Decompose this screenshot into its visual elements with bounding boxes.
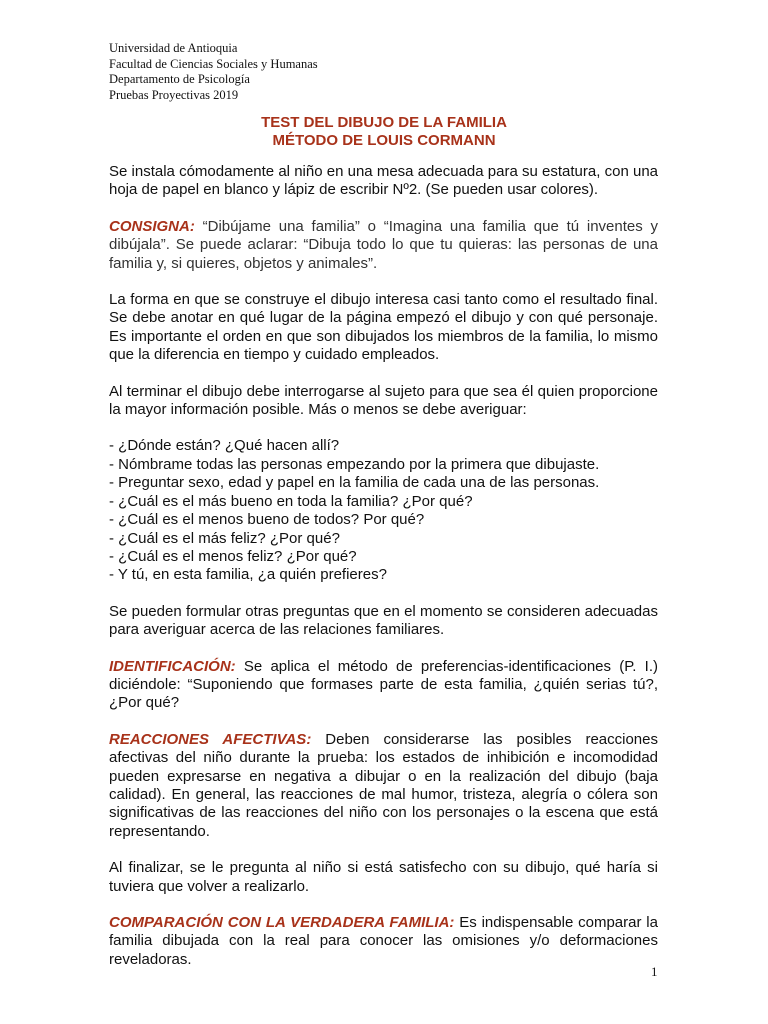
question-item: - Preguntar sexo, edad y papel en la familia de cada una de las personas. bbox=[109, 474, 600, 492]
header-line-university: Universidad de Antioquia bbox=[109, 41, 238, 55]
question-item: - Nómbrame todas las personas empezando por la primera que dibujaste. bbox=[109, 455, 600, 473]
paragraph-consigna bbox=[109, 218, 658, 273]
paragraph-terminar: Al terminar el dibujo debe interrogarse al sujeto para que sea él quien proporcione la mayor información posible. Más o menos se debe averiguar: bbox=[109, 382, 658, 419]
question-list bbox=[109, 437, 658, 584]
question-item: - ¿Cuál es el más feliz? ¿Por qué? bbox=[109, 529, 340, 547]
question-item: - ¿Dónde están? ¿Qué hacen allí? bbox=[109, 437, 340, 455]
paragraph-comparacion bbox=[109, 914, 658, 969]
consigna-text: “Dibújame una familia” o “Imagina una familia que tú inventes y dibújala”. Se puede aclarar: “Dibuja todo lo que tu quieras: las personas de una familia y, si quieres, objetos y animales”. bbox=[109, 217, 658, 272]
document-body bbox=[109, 163, 658, 987]
title-line-2: MÉTODO DE LOUIS CORMANN bbox=[272, 132, 496, 149]
paragraph-reacciones bbox=[109, 731, 658, 841]
reacciones-text: Deben considerarse las posibles reacciones afectivas del niño durante la prueba: los estados de inhibición e incomodidad pueden expresarse en negativa a dibujar o en la realización del dibujo (baja calidad). En general, las reacciones de mal humor, tristeza, alegría o cólera son significativas de las reacciones del niño con los personajes o la escena que está representando. bbox=[109, 730, 658, 840]
paragraph-otras: Se pueden formular otras preguntas que en el momento se consideren adecuadas para averiguar acerca de las relaciones familiares. bbox=[109, 602, 658, 639]
header-line-course: Pruebas Proyectivas 2019 bbox=[109, 87, 239, 102]
question-item: - ¿Cuál es el menos feliz? ¿Por qué? bbox=[109, 547, 357, 565]
identificacion-text: Se aplica el método de preferencias-identificaciones (P. I.) diciéndole: “Suponiendo que formases parte de esta familia, ¿quién serias tú?, ¿Por qué? bbox=[109, 657, 658, 712]
question-item: - Y tú, en esta familia, ¿a quién prefieres? bbox=[109, 566, 387, 584]
institution-header bbox=[109, 41, 318, 103]
paragraph-forma: La forma en que se construye el dibujo interesa casi tanto como el resultado final. Se debe anotar en qué lugar de la página empezó el dibujo y con qué personaje. Es importante el orden en que son dibujados los miembros de la familia, lo mismo que la diferencia en tiempo y cuidado empleados. bbox=[109, 291, 658, 364]
paragraph-identificacion bbox=[109, 658, 658, 713]
comparacion-text: Es indispensable comparar la familia dibujada con la real para conocer las omisiones y/o deformaciones reveladoras. bbox=[109, 914, 658, 968]
label-reacciones: REACCIONES AFECTIVAS: bbox=[109, 730, 312, 748]
header-line-department: Departamento de Psicología bbox=[109, 72, 250, 86]
paragraph-intro: Se instala cómodamente al niño en una mesa adecuada para su estatura, con una hoja de papel en blanco y lápiz de escribir Nº2. (Se pueden usar colores). bbox=[109, 163, 658, 199]
question-item: - ¿Cuál es el más bueno en toda la familia? ¿Por qué? bbox=[109, 492, 473, 510]
label-comparacion: COMPARACIÓN CON LA VERDADERA FAMILIA: bbox=[109, 914, 455, 931]
question-item: - ¿Cuál es el menos bueno de todos? Por qué? bbox=[109, 511, 425, 529]
header-line-faculty: Facultad de Ciencias Sociales y Humanas bbox=[109, 56, 318, 71]
label-consigna: CONSIGNA: bbox=[109, 217, 195, 235]
label-identificacion: IDENTIFICACIÓN: bbox=[109, 657, 236, 675]
paragraph-finalizar: Al finalizar, se le pregunta al niño si está satisfecho con su dibujo, qué haría si tuviera que volver a realizarlo. bbox=[109, 859, 658, 895]
title-line-1: TEST DEL DIBUJO DE LA FAMILIA bbox=[261, 114, 507, 131]
page-number: 1 bbox=[651, 964, 658, 979]
document-title bbox=[0, 114, 768, 150]
